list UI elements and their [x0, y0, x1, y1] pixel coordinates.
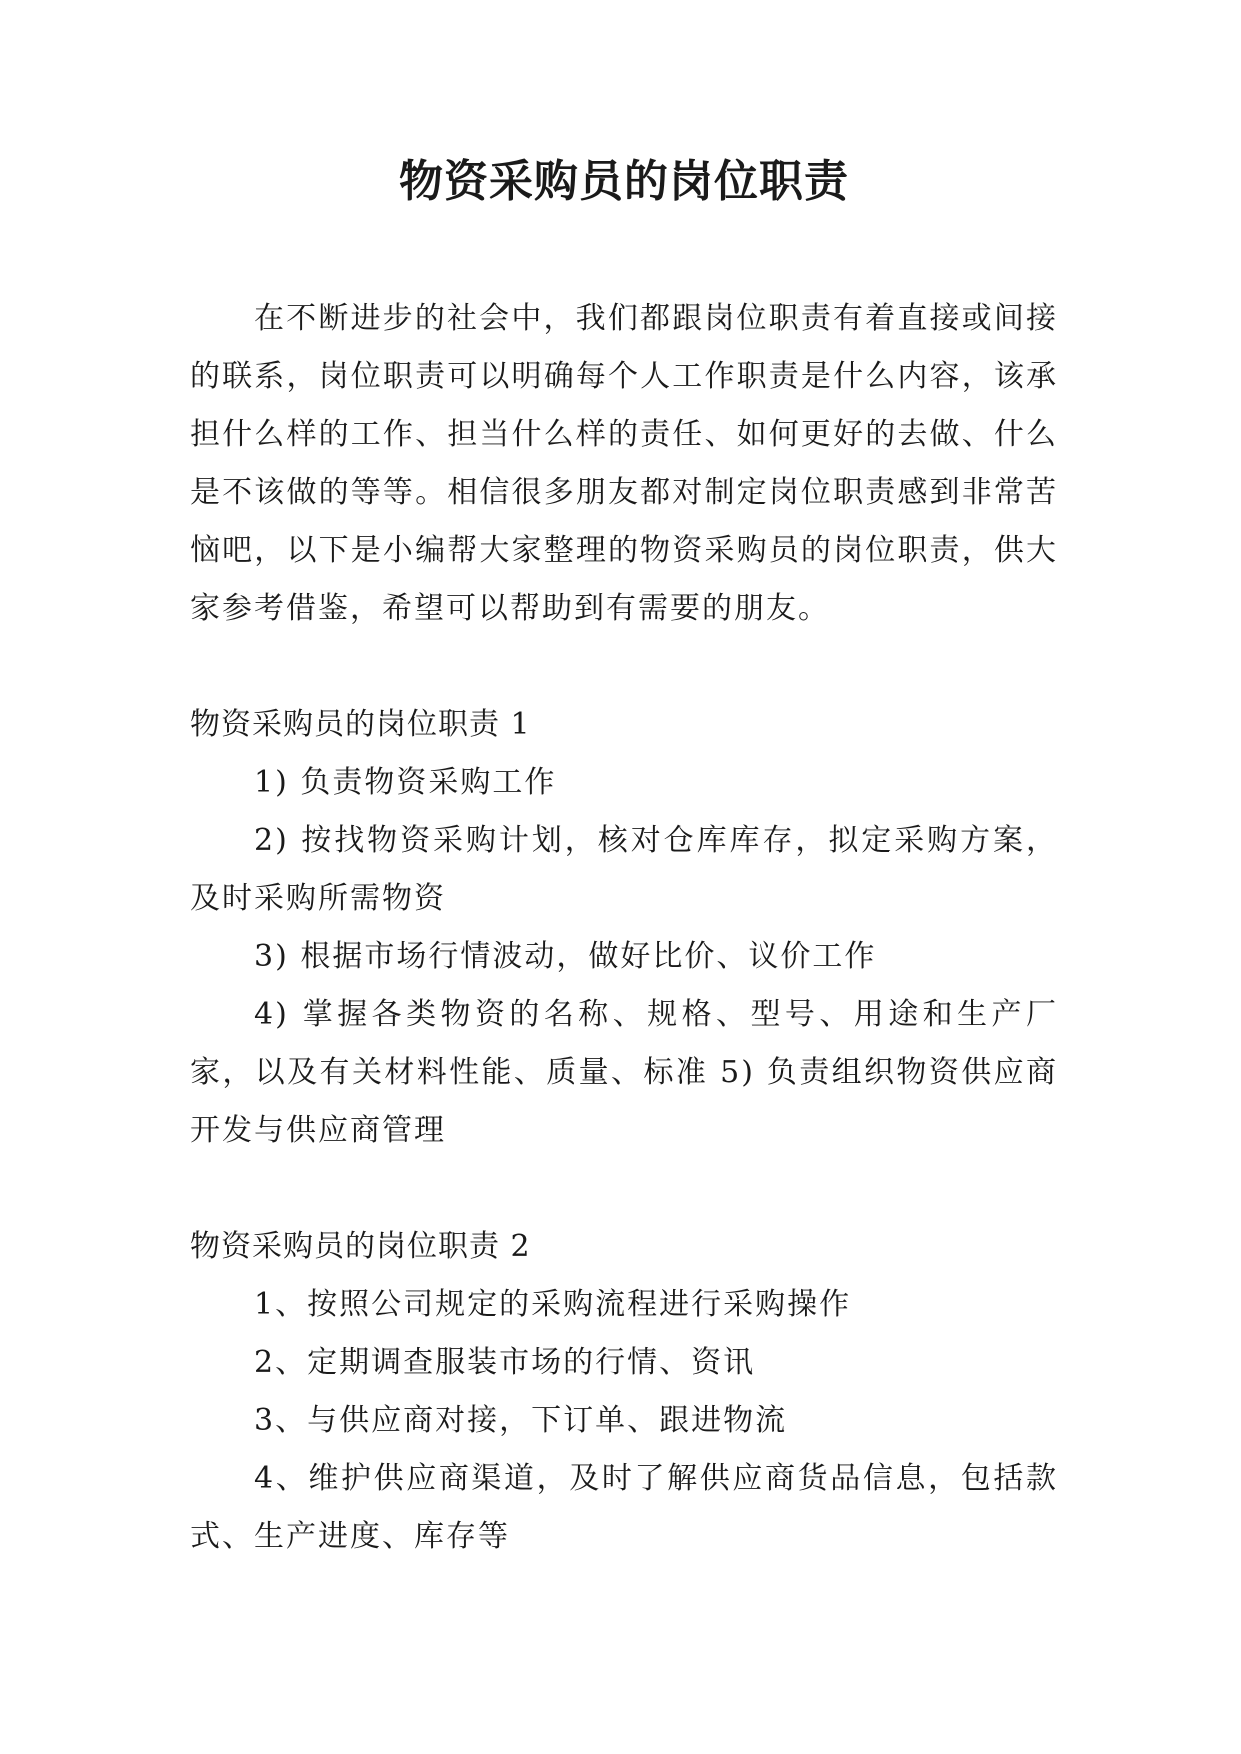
section-2-heading: 物资采购员的岗位职责 2	[190, 1229, 531, 1264]
section-2-item-2: 2、定期调查服装市场的行情、资讯	[254, 1345, 756, 1380]
document-title: 物资采购员的岗位职责	[399, 156, 849, 207]
section-1-item-1: 1) 负责物资采购工作	[254, 765, 557, 800]
section-1-item-4: 4) 掌握各类物资的名称、规格、型号、用途和生产厂家，以及有关材料性能、质量、标准 5) 负责组织物资供应商开发与供应商管理	[190, 997, 1058, 1148]
section-1-heading: 物资采购员的岗位职责 1	[190, 707, 531, 742]
section-1-item-2: 2) 按找物资采购计划，核对仓库库存，拟定采购方案，及时采购所需物资	[190, 823, 1058, 916]
section-2-item-4: 4、维护供应商渠道，及时了解供应商货品信息，包括款式、生产进度、库存等	[190, 1461, 1058, 1554]
section-2-item-1: 1、按照公司规定的采购流程进行采购操作	[254, 1287, 852, 1322]
section-1-item-3: 3) 根据市场行情波动，做好比价、议价工作	[254, 939, 877, 974]
document-body	[190, 290, 1058, 1566]
section-2-item-3: 3、与供应商对接，下订单、跟进物流	[254, 1403, 788, 1438]
intro-paragraph: 在不断进步的社会中，我们都跟岗位职责有着直接或间接的联系，岗位职责可以明确每个人工作职责是什么内容，该承担什么样的工作、担当什么样的责任、如何更好的去做、什么是不该做的等等。相信很多朋友都对制定岗位职责感到非常苦恼吧，以下是小编帮大家整理的物资采购员的岗位职责，供大家参考借鉴，希望可以帮助到有需要的朋友。	[190, 301, 1058, 626]
